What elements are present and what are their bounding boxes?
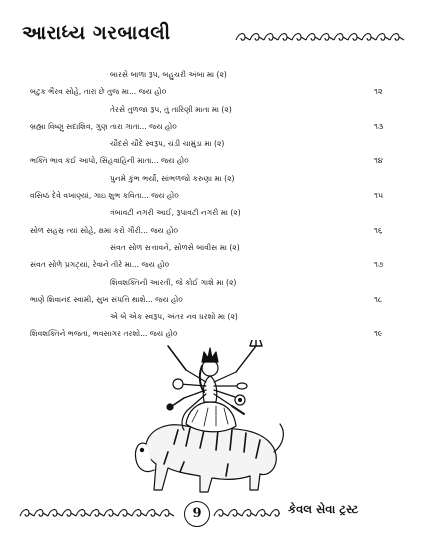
verse-number: ૧૬ bbox=[374, 225, 383, 235]
verse-line bbox=[30, 204, 398, 221]
verse-line bbox=[30, 222, 398, 239]
scroll-motif bbox=[362, 34, 376, 41]
verse-number: ૧૯ bbox=[374, 329, 383, 339]
scroll-motif bbox=[160, 510, 174, 517]
lotus bbox=[173, 379, 183, 389]
scroll-motif bbox=[236, 34, 250, 41]
verse-line bbox=[30, 187, 398, 204]
verse-line bbox=[30, 118, 398, 135]
scroll-motif bbox=[278, 34, 292, 41]
verse-text: સોળ સહસ્ર ત્યાં સોહે, ક્ષમા કરો ગૌરી... જય હો૦ bbox=[30, 225, 179, 235]
scroll-motif bbox=[270, 510, 280, 517]
verse-line bbox=[30, 152, 398, 169]
goddess-torso bbox=[203, 376, 217, 402]
tiger-tail bbox=[274, 424, 283, 452]
scroll-motif bbox=[76, 510, 90, 517]
conch bbox=[237, 383, 247, 389]
verse-text: શિવશક્તિની આરતી, જે કોઈ ગાશે મા (૨) bbox=[110, 277, 237, 287]
verse-line bbox=[30, 101, 398, 118]
verse-line bbox=[30, 291, 398, 308]
scroll-motif bbox=[376, 34, 390, 41]
verse-number: ૧૭ bbox=[374, 260, 384, 270]
scroll-motif bbox=[118, 510, 132, 517]
scroll-motif bbox=[132, 510, 146, 517]
verse-text: બટુક ભૈરવ સોહે, તારા છે તુજ મા... જય હો૦ bbox=[30, 87, 167, 97]
verse-line bbox=[30, 83, 398, 100]
verse-text: પુનમે કુંભ ભર્યો, સાંભળજો કરુણા મા (૨) bbox=[110, 173, 235, 183]
scroll-motif bbox=[348, 34, 362, 41]
verse-text: વસિષ્ઠ દેવે વખાણ્યાં, ગાઇ શુભ કવિતા... જય હો૦ bbox=[30, 191, 179, 201]
verse-line bbox=[30, 170, 398, 187]
footer-ornament-left bbox=[18, 506, 178, 520]
page-header bbox=[22, 22, 407, 50]
verse-line bbox=[30, 135, 398, 152]
header-ornament bbox=[234, 30, 406, 44]
scroll-motif bbox=[264, 34, 278, 41]
book-title: આરાધ્ય ગરબાવલી bbox=[22, 22, 171, 44]
scroll-motif bbox=[292, 34, 306, 41]
scroll-motif bbox=[390, 34, 404, 41]
verse-line bbox=[30, 308, 398, 325]
sword bbox=[168, 346, 186, 370]
hymn-verses bbox=[30, 66, 398, 343]
scroll-motif bbox=[320, 34, 334, 41]
verse-text: સંવત સોળે પ્રગટ્યાં, રેવાને તીરે મા... જય હો૦ bbox=[30, 260, 170, 270]
verse-text: ભાણે શિવાનંદ સ્વામી, સુખ સંપત્તિ થાશે... જય હો૦ bbox=[30, 294, 183, 304]
scroll-motif bbox=[90, 510, 104, 517]
verse-text: ત્રંબાવટી નગરી આઈ, રૂપાવટી નગરી મા (૨) bbox=[110, 208, 241, 218]
verse-text: એ બે એક સ્વરૂપ, અંતર નવ ધરશો મા (૨) bbox=[110, 312, 238, 322]
scroll-motif bbox=[214, 510, 228, 517]
goddess-skirt bbox=[186, 402, 236, 432]
verse-line bbox=[30, 239, 398, 256]
verse-number: ૧૫ bbox=[374, 191, 384, 201]
scroll-motif bbox=[104, 510, 118, 517]
verse-text: તેરસે તુળજા રૂપ, તું તારિણી માતા મા (૨) bbox=[110, 104, 232, 114]
trident bbox=[236, 340, 262, 372]
page-number: 9 bbox=[184, 501, 210, 527]
verse-number: ૧૩ bbox=[374, 121, 384, 131]
scroll-motif bbox=[62, 510, 76, 517]
verse-text: ભક્તિ ભાવ કંઈ આપો, સિંહવાહિની માતા... જય હો૦ bbox=[30, 156, 189, 166]
verse-text: સંવત સોળ સત્તાવને, સોળસે બાવીસ મા (૨) bbox=[110, 242, 240, 252]
verse-text: શિવશક્તિને ભજતાં, ભવસાગર તરશો... જય હો૦ bbox=[30, 329, 178, 339]
scroll-motif bbox=[48, 510, 62, 517]
scroll-motif bbox=[34, 510, 48, 517]
scroll-motif bbox=[256, 510, 270, 517]
verse-text: બારસે બાળા રૂપ, બહુચરી અંબા મા (૨) bbox=[110, 70, 227, 79]
goddess-crown bbox=[202, 348, 218, 362]
verse-line bbox=[30, 274, 398, 291]
scroll-motif bbox=[334, 34, 348, 41]
verse-number: ૧૪ bbox=[374, 156, 383, 166]
scroll-motif bbox=[20, 510, 34, 517]
goddess-on-tiger-illustration bbox=[128, 340, 290, 498]
scroll-motif bbox=[250, 34, 264, 41]
verse-number: ૧૨ bbox=[374, 87, 383, 97]
verse-line bbox=[30, 256, 398, 273]
verse-text: બ્રહ્મા વિષ્ણુ સદાશિવ, ગુણ તારા ગાતા... જય હો૦ bbox=[30, 121, 177, 131]
scroll-motif bbox=[228, 510, 242, 517]
verse-number: ૧૮ bbox=[374, 294, 383, 304]
verse-text: ચૌદસે ચૌદે સ્વરૂપ, ચંડી ચામુંડા મા (૨) bbox=[110, 139, 225, 149]
footer-ornament-right bbox=[212, 506, 280, 520]
scroll-motif bbox=[306, 34, 320, 41]
scroll-motif bbox=[146, 510, 160, 517]
publisher-name: કેવલ સેવા ટ્રસ્ટ bbox=[288, 502, 359, 516]
mace bbox=[172, 398, 184, 406]
verse-line bbox=[30, 66, 398, 83]
club bbox=[232, 406, 244, 414]
scroll-motif bbox=[242, 510, 256, 517]
